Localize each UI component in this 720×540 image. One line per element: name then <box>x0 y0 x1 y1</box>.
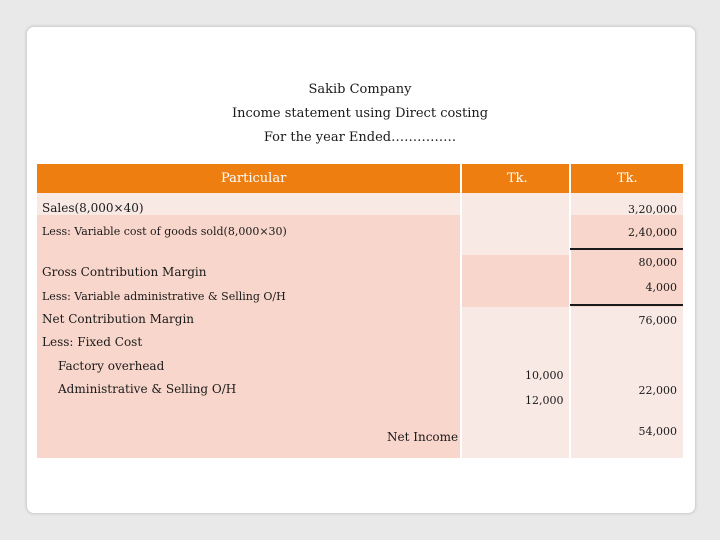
band-col-mid <box>461 215 570 255</box>
column-divider <box>569 164 571 458</box>
subtotal-rule <box>570 248 683 250</box>
row-label-variable-admin: Less: Variable administrative & Selling O/H <box>42 290 286 303</box>
row-label-variable-cogs: Less: Variable cost of goods sold(8,000×30) <box>42 225 287 238</box>
row-label-factory-overhead: Factory overhead <box>58 359 165 373</box>
row-total-net-income: 54,000 <box>638 425 677 438</box>
column-header-tk-1: Tk. <box>507 171 528 186</box>
column-header-tk-2: Tk. <box>617 171 638 186</box>
row-amount-factory-overhead: 10,000 <box>525 369 564 382</box>
subtotal-rule <box>570 304 683 306</box>
row-label-admin-selling: Administrative & Selling O/H <box>58 382 237 396</box>
row-total-net-contribution: 76,000 <box>638 314 677 327</box>
row-total-variable-admin: 4,000 <box>645 281 677 294</box>
period-line: For the year Ended…………… <box>263 130 457 145</box>
row-label-sales: Sales(8,000×40) <box>42 201 144 215</box>
row-total-variable-cogs: 2,40,000 <box>628 226 677 239</box>
column-divider <box>460 164 462 458</box>
row-total-fixed-cost: 22,000 <box>638 384 677 397</box>
row-total-sales: 3,20,000 <box>628 203 677 216</box>
column-header-particular: Particular <box>221 171 287 186</box>
row-label-net-contribution: Net Contribution Margin <box>42 312 195 326</box>
row-label-gross-contribution: Gross Contribution Margin <box>42 265 207 279</box>
income-statement-table <box>37 164 683 458</box>
company-name: Sakib Company <box>308 82 412 97</box>
row-label-net-income: Net Income <box>387 430 459 444</box>
row-total-gross: 80,000 <box>638 256 677 269</box>
row-label-fixed-cost: Less: Fixed Cost <box>42 335 143 349</box>
row-amount-admin-selling: 12,000 <box>525 394 564 407</box>
statement-title: Income statement using Direct costing <box>231 106 489 121</box>
table-header <box>37 164 683 193</box>
